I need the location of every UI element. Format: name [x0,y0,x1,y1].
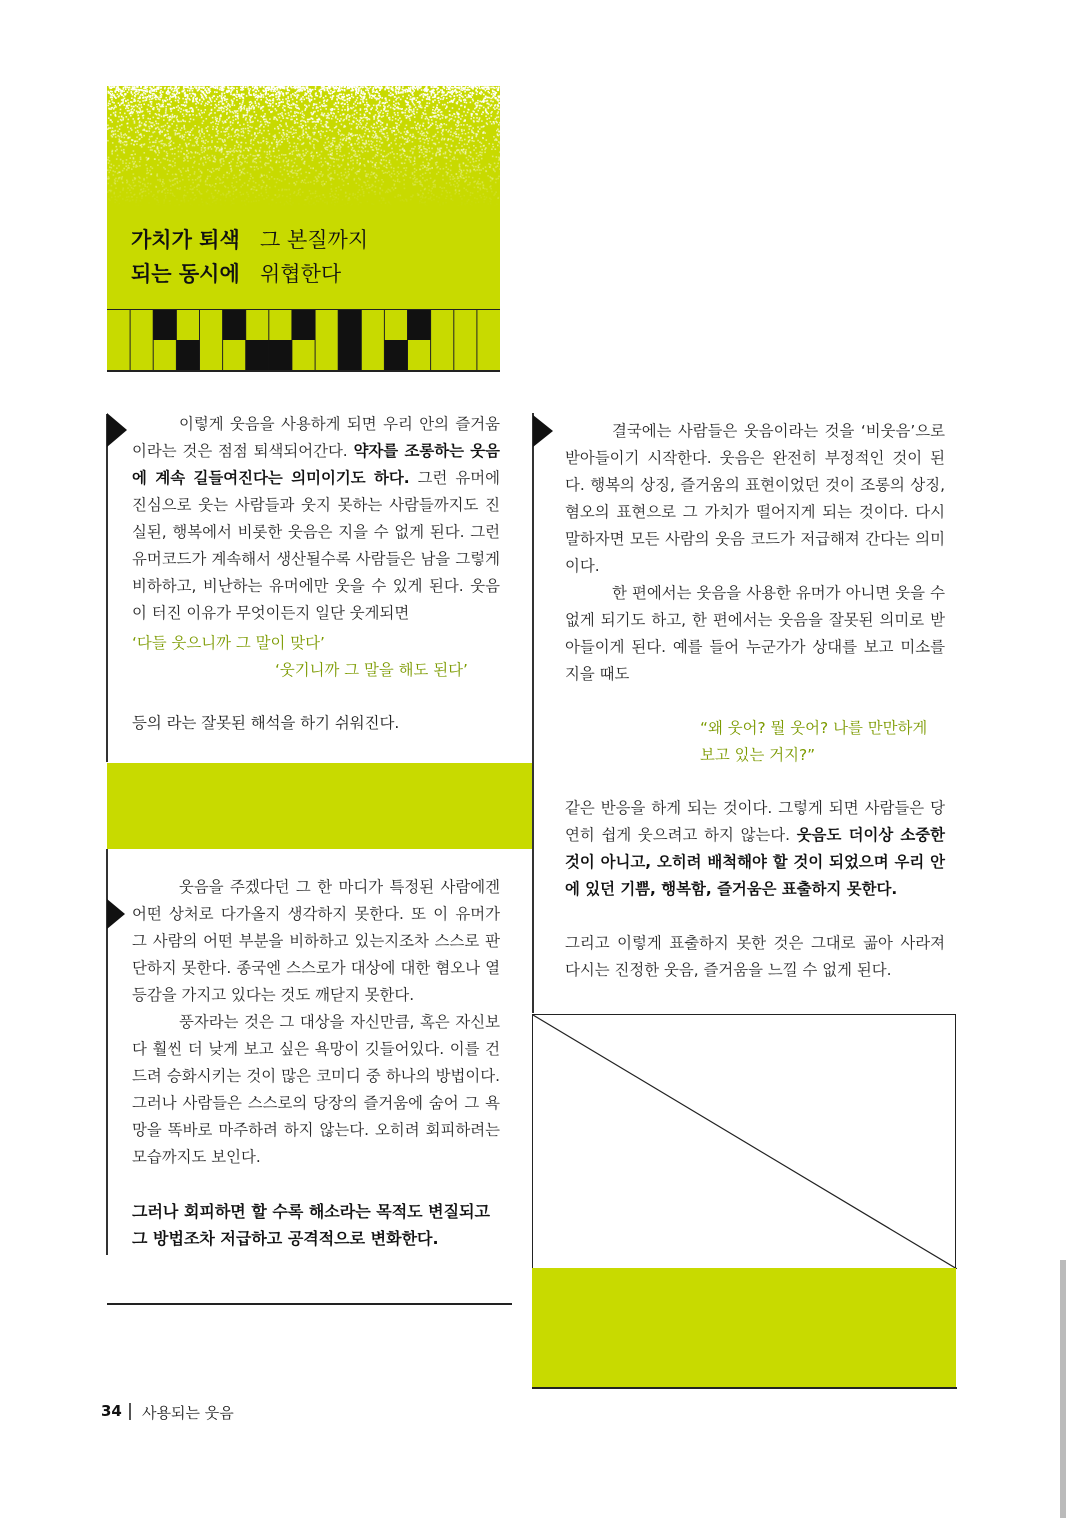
left-column-rule [106,414,108,762]
green-band-left [107,763,532,849]
right-paragraph-4 [565,930,945,984]
left-bold-conclusion [132,1198,502,1252]
left-para3: 풍자라는 것은 그 대상을 자신만큼, 혹은 자신보다 훨씬 더 낮게 보고 싶은 욕망이 깃들어있다. 이를 건드려 승화시키는 것이 많은 코미디 중 하나의 방법이다. 그러나 사람들은 스스로의 당장의 즐거움에 숨어 그 욕망을 똑바로 마주하려 하지 않는다. 오히려 회피하려는 모습까지도 보인다. [132,1013,500,1166]
right-para4: 그리고 이렇게 표출하지 못한 것은 그대로 곪아 사라져 다시는 진정한 웃음, 즐거움을 느낄 수 없게 된다. [565,934,945,979]
header-title-right [260,223,368,291]
header-title-left [131,223,240,291]
page-number: 34 [101,1402,122,1420]
left-para1-text: 이렇게 웃음을 사용하게 되면 우리 안의 즐거움이라는 것은 점점 퇴색되어간다. [132,415,500,460]
right-para3-text: 같은 반응을 하게 되는 것이다. 그렇게 되면 사람들은 당연히 쉽게 웃으려고 하지 않는다. [565,799,945,844]
barcode-pattern [107,309,500,371]
triangle-marker-icon [107,413,127,447]
left-after-quote: 등의 라는 잘못된 해석을 하기 쉬워진다. [132,714,400,732]
right-bottom-rule [532,1387,957,1389]
quote-1: ‘다들 웃으니까 그 말이 맞다’ [132,634,325,652]
right-quote [700,715,927,769]
noise-texture [107,86,500,206]
left-paragraph-1 [132,411,500,627]
header-block [107,86,500,371]
right-paragraph-3 [565,795,945,903]
left-para1-text-2: 그런 유머에 진심으로 웃는 사람들과 웃지 못하는 사람들까지도 진실된, 행복에서 비롯한 웃음은 지을 수 없게 된다. 그런 유머코드가 계속해서 생산될수록 사람들은 남을 그렇게 비하하고, 비난하는 유머에만 웃을 수 있게 된다. 웃음이 터진 이유가 무엇이든지 일단 웃게되면 [132,469,500,622]
triangle-marker-icon [533,415,553,447]
header-bottom-rule [107,370,500,372]
image-placeholder [532,1014,956,1268]
title-left-line1: 가치가 퇴색 [131,228,240,252]
right-para2: 한 편에서는 웃음을 사용한 유머가 아니면 웃을 수 없게 되기도 하고, 한 편에서는 웃음을 잘못된 의미로 받아들이게 된다. 예를 들어 누군가가 상대를 보고 미소를 지을 때도 [565,584,945,683]
left-bold-line1: 그러나 회피하면 할 수록 해소라는 목적도 변질되고 [132,1202,490,1221]
left-para1-bold: 약자를 조롱하는 웃음에 계속 길들여진다는 의미이기도 하다. [132,442,500,487]
section-name: 사용되는 웃음 [142,1404,234,1422]
green-band-right [532,1268,956,1388]
page-edge-mark [1060,1260,1066,1518]
left-bold-line2: 그 방법조차 저급하고 공격적으로 변화한다. [132,1229,439,1248]
footer-separator [129,1403,131,1420]
right-quote-line1: “왜 웃어? 뭘 웃어? 나를 만만하게 [700,719,928,737]
right-column-rule [532,413,534,1013]
right-para1: 결국에는 사람들은 웃음이라는 것을 ‘비웃음’으로 받아들이기 시작한다. 웃음은 완전히 부정적인 것이 된다. 행복의 상징, 즐거움의 표현이었던 것이 조롱의 상징, 혐오의 표현으로 그 가치가 떨어지게 되는 것이다. 다시 말하자면 모든 사람의 웃음 코드가 저급해져 간다는 의미이다. [565,422,945,575]
triangle-marker-icon [107,899,125,929]
title-right-line2: 위협한다 [260,262,342,286]
title-left-line2: 되는 동시에 [131,262,240,286]
right-quote-line2: 보고 있는 거지?” [700,746,816,764]
right-paragraph-1-2 [565,418,945,688]
quote-2: ‘웃기니까 그 말을 해도 된다’ [275,661,468,679]
right-para3-bold: 웃음도 더이상 소중한 것이 아니고, 오히려 배척해야 할 것이 되었으며 우리 안에 있던 기쁨, 행복함, 즐거움은 표출하지 못한다. [565,826,945,898]
left-bottom-rule [107,1303,512,1305]
placeholder-diagonal [533,1015,957,1269]
left-para2: 웃음을 주겠다던 그 한 마디가 특정된 사람에겐 어떤 상처로 다가올지 생각하지 못한다. 또 이 유머가 그 사람의 어떤 부분을 비하하고 있는지조차 스스로 판단하지 못한다. 종국엔 스스로가 대상에 대한 혐오나 열등감을 가지고 있다는 것도 깨닫지 못한다. [132,878,500,1004]
title-right-line1: 그 본질까지 [260,228,369,252]
left-paragraph-2-3 [132,874,500,1171]
